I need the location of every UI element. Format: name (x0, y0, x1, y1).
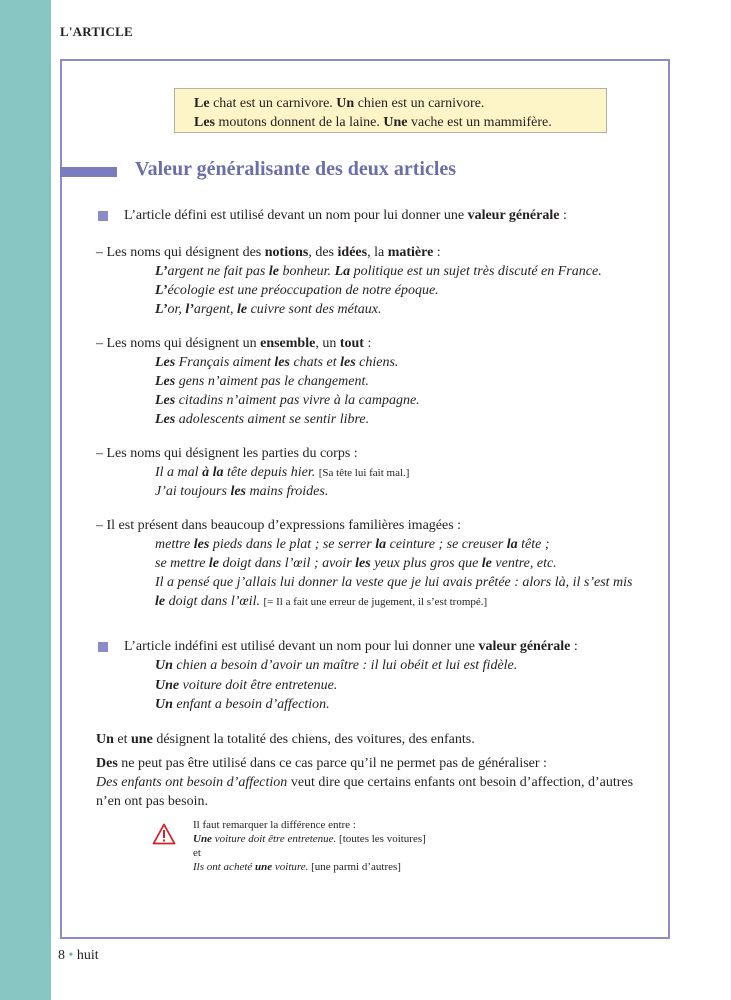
paragraph-line: Des enfants ont besoin d’affection veut dire que certains enfants ont besoin d’affection, d’autres (96, 775, 634, 790)
paragraph-line: Un et une désignent la totalité des chiens, des voitures, des enfants. (96, 732, 475, 747)
example-line: se mettre le doigt dans l’œil ; avoir les yeux plus gros que le ventre, etc. (155, 556, 557, 571)
group-heading: – Il est présent dans beaucoup d’expressions familières imagées : (96, 518, 462, 533)
example-line: Les adolescents aiment se sentir libre. (155, 412, 370, 427)
note-line: Il faut remarquer la différence entre : (193, 819, 356, 831)
sample-line-1: Le chat est un carnivore. Un chien est un carnivore. (194, 96, 485, 111)
example-line: mettre les pieds dans le plat ; se serrer la ceinture ; se creuser la tête ; (155, 537, 550, 552)
paragraph-line: Des ne peut pas être utilisé dans ce cas parce qu’il ne permet pas de généraliser : (96, 756, 547, 771)
group-heading: – Les noms qui désignent des notions, des idées, la matière : (96, 245, 441, 260)
warning-triangle-icon (152, 823, 176, 845)
example-line: Un chien a besoin d’avoir un maître : il lui obéit et lui est fidèle. (155, 658, 518, 673)
note-line: et (193, 847, 201, 859)
page-separator: • (68, 948, 74, 963)
bullet-square (98, 642, 108, 652)
example-line: Un enfant a besoin d’affection. (155, 697, 330, 712)
group-heading: – Les noms qui désignent les parties du corps : (96, 446, 358, 461)
example-line: Les citadins n’aiment pas vivre à la campagne. (155, 393, 420, 408)
example-line: le doigt dans l’œil. [= Il a fait une erreur de jugement, il s’est trompé.] (155, 594, 488, 609)
section-title: Valeur généralisante des deux articles (135, 158, 457, 180)
sample-box (174, 88, 607, 133)
example-line: Une voiture doit être entretenue. (155, 678, 338, 693)
example-line: J’ai toujours les mains froides. (155, 484, 329, 499)
example-line: Les gens n’aiment pas le changement. (155, 374, 369, 389)
defini-intro: L’article défini est utilisé devant un nom pour lui donner une valeur générale : (124, 208, 567, 223)
example-line: Il a pensé que j’allais lui donner la veste que je lui avais prêtée : alors là, il s’est mis (155, 575, 633, 590)
section-bar (60, 167, 117, 177)
example-line: Il a mal à la tête depuis hier. [Sa tête lui fait mal.] (155, 465, 410, 480)
side-color-band (0, 0, 51, 1000)
example-line: L’écologie est une préoccupation de notre époque. (155, 283, 439, 298)
example-line: L’or, l’argent, le cuivre sont des métaux. (155, 302, 382, 317)
chapter-header: L'ARTICLE (60, 24, 133, 39)
bullet-square (98, 211, 108, 221)
sample-line-2: Les moutons donnent de la laine. Une vache est un mammifère. (194, 115, 552, 130)
group-heading: – Les noms qui désignent un ensemble, un tout : (96, 336, 372, 351)
example-line: Les Français aiment les chats et les chiens. (155, 355, 399, 370)
example-line: L’argent ne fait pas le bonheur. La politique est un sujet très discuté en France. (155, 264, 602, 279)
paragraph-line: n’en ont pas besoin. (96, 794, 208, 809)
page-number: 8 • huit (58, 948, 99, 963)
note-line: Ils ont acheté une voiture. [une parmi d’autres] (193, 861, 401, 873)
note-line: Une voiture doit être entretenue. [toutes les voitures] (193, 833, 426, 845)
indefini-intro: L’article indéfini est utilisé devant un nom pour lui donner une valeur générale : (124, 639, 578, 654)
